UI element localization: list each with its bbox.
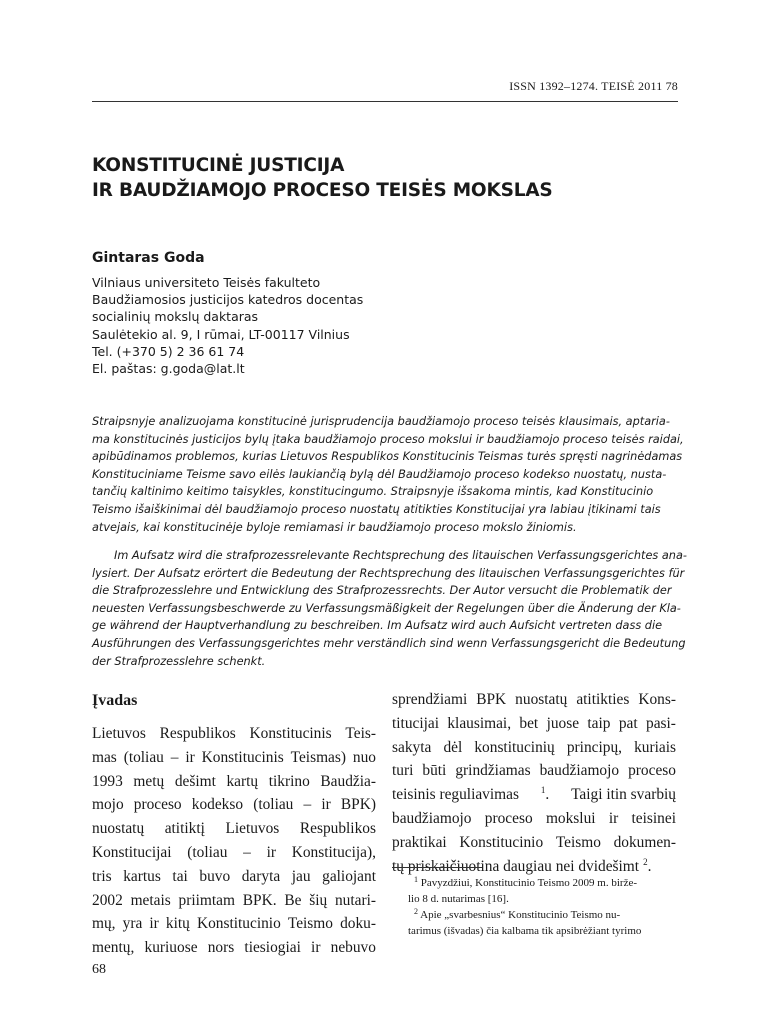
body-line: mentų, kuriuose nors tiesiogiai ir nebuvo [92, 939, 376, 957]
title-line: IR BAUDŽIAMOJO PROCESO TEISĖS MOKSLAS [92, 180, 553, 201]
abstract-line: der Strafprozesslehre schenkt. [92, 654, 266, 668]
abstract-line: atvejais, kai konstitucinėje byloje remiamasi ir baudžiamojo proceso mokslo žiniomis. [92, 520, 577, 534]
body-line: titucijai klausimai, bet juose taip pat pasi- [392, 714, 676, 732]
affiliation-line: Saulėtekio al. 9, I rūmai, LT-00117 Vilnius [92, 326, 350, 342]
body-line: mas (toliau – ir Konstitucinis Teismas) nuo [92, 748, 376, 766]
body-column-left [92, 722, 376, 960]
body-line: turi būti grindžiamas baudžiamojo proceso [392, 762, 676, 780]
sentence-end: . [647, 857, 652, 875]
abstract-german [92, 547, 687, 670]
abstract-line: Konstituciniame Teisme savo eilės laukiančią bylą dėl Baudžiamojo proceso kodekso nuostatų, nusta- [92, 467, 667, 481]
abstract-line: Straipsnyje analizuojama konstitucinė jurisprudencija baudžiamojo proceso teisės klausimais, aptaria- [92, 415, 670, 428]
footnote-2 [392, 907, 678, 923]
abstract-line: tančių kaltinimo keitimo taisykles, konstitucingumo. Straipsnyje išsakoma mintis, kad Konstitucinio [92, 485, 654, 499]
abstract-line: neuesten Verfassungsbeschwerde zu Verfassungsmäßigkeit der Regelungen über die Änderung der Kla- [92, 601, 681, 615]
body-line: Konstitucijai (toliau – ir Konstitucija), [92, 843, 376, 861]
body-line: baudžiamojo proceso mokslui ir teisinei [392, 809, 676, 827]
footnote-text: Apie „svarbesnius“ Konstitucinio Teismo nu- [420, 909, 621, 921]
footnotes [392, 875, 678, 939]
affiliation-line: Baudžiamosios justicijos katedros docentas [92, 292, 364, 308]
footnote-ref: $^1$. [540, 785, 550, 804]
body-line: 1993 metų dešimt kartų tikrino Baudžia- [92, 772, 376, 790]
body-text: Taigi itin svarbių [571, 786, 676, 804]
abstract-line: die Strafprozesslehre und Entwicklung des Strafprozessrechts. Der Autor versucht die Problematik der [92, 584, 672, 598]
body-line: nuostatų atitiktį Lietuvos Respublikos [92, 820, 376, 838]
author-name: Gintaras Goda [92, 250, 205, 266]
footnote-line: lio 8 d. nutarimas [16]. [408, 893, 509, 905]
footnote-ref-1[interactable]: 1 [540, 785, 546, 796]
footnote-line: tarimus (išvadas) čia kalbama tik apsibrėžiant tyrimo [408, 925, 642, 937]
body-line: 2002 metais priimtam BPK. Be šių nutari- [92, 891, 376, 909]
footnote-ref-2[interactable]: 2 [643, 856, 648, 867]
abstract-line: Im Aufsatz wird die strafprozessrelevante Rechtsprechung des litauischen Verfassungsgerichtes ana- [114, 549, 687, 562]
footnote-number: 2 [414, 907, 418, 916]
footnote-text: Pavyzdžiui, Konstitucinio Teismo 2009 m. birže- [420, 877, 637, 889]
running-head: ISSN 1392–1274. TEISĖ 2011 78 [509, 79, 678, 93]
body-line: Lietuvos Respublikos Konstitucinis Teis- [92, 725, 376, 742]
abstract-line: lysiert. Der Aufsatz erörtert die Bedeutung der Rechtsprechung des litauischen Verfassungsgerichtes für [92, 566, 685, 580]
body-line [392, 783, 676, 807]
body-text: tų priskaičiuotina daugiau nei dvidešimt [392, 857, 640, 875]
body-column-right [392, 688, 676, 878]
body-line: tris kartus tai buvo daryta jau galiojant [92, 867, 376, 885]
body-line: mojo proceso kodekso (toliau – ir BPK) [92, 796, 376, 814]
abstract-line: Ausführungen des Verfassungsgerichtes mehr verständlich sind wenn Verfassungsgericht die Bedeutung [92, 636, 686, 650]
header-rule [92, 101, 678, 102]
affiliation-line: socialinių mokslų daktaras [92, 309, 259, 325]
page-number: 68 [92, 962, 106, 977]
body-line: mų, yra ir kitų Konstitucinio Teismo doku- [92, 915, 376, 933]
affiliation-line: Vilniaus universiteto Teisės fakulteto [92, 275, 321, 290]
section-heading: Įvadas [92, 692, 138, 709]
abstract-line: ma konstitucinės justicijos bylų įtaka baudžiamojo proceso mokslui ir baudžiamojo proceso teisės raidai, [92, 432, 684, 446]
email-line: El. paštas: g.goda@lat.lt [92, 361, 245, 377]
author-affiliation [92, 274, 363, 377]
body-line: praktikai Konstitucinio Teismo dokumen- [392, 833, 676, 851]
title-line: KONSTITUCINĖ JUSTICIJA [92, 155, 345, 176]
affiliation-line: Tel. (+370 5) 2 36 61 74 [92, 343, 245, 359]
abstract-line: ge während der Hauptverhandlung zu beschreiben. Im Aufsatz wird auch Aufsicht vertreten dass die [92, 619, 663, 633]
article-title [92, 153, 692, 203]
body-text: teisinis reguliavimas [392, 786, 519, 804]
abstract-line: apibūdinamos problemos, kurias Lietuvos Respublikos Konstitucinis Teismas turės spręsti nagrinėdamas [92, 450, 683, 464]
footnote-number: 1 [414, 875, 418, 884]
body-line: sakyta dėl konstitucinių principų, kuriais [392, 738, 676, 756]
body-line: sprendžiami BPK nuostatų atitikties Kons- [392, 691, 676, 708]
abstract-lithuanian [92, 413, 684, 536]
abstract-line: Teismo išaiškinimai dėl baudžiamojo proceso nuostatų atitikties Konstitucijai yra labiau įtikinami tais [92, 502, 661, 516]
footnote-rule [392, 867, 482, 868]
footnote-1 [392, 875, 678, 891]
